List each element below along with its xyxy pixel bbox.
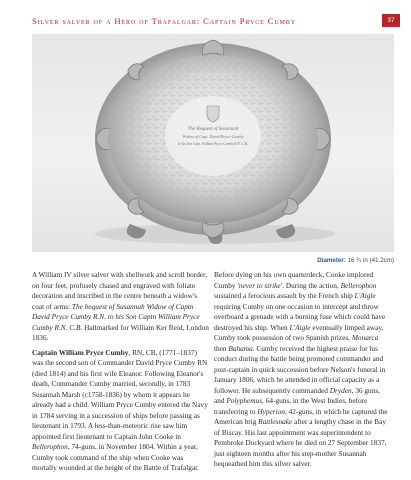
engraving-line-2: Widow of Capt. David Pryce Cumby	[182, 134, 244, 139]
inscription-text: The bequest of Susannah Widow of Captn David Pryce Cumby R.N. to his Son Captn William Pryce Cumby R.N. C.B.	[32, 301, 200, 332]
diameter-caption	[317, 257, 394, 264]
text-segment: Before dying on his own quarterdeck, Cooke implored Cumby	[214, 270, 374, 290]
page-number-badge: 37	[382, 14, 400, 27]
ship-name: Rattlesnake	[258, 417, 293, 426]
text-segment: . Cumby received the highest praise for his conduct during the battle being promoted commander and post-captain in quick succession before Nelson's funeral in January 1806, which he attended in official capacity as a follower. He subsequently commanded	[214, 343, 386, 395]
ship-name: Dryden	[329, 385, 352, 395]
left-text-column	[32, 270, 209, 478]
biography-paragraph	[32, 348, 209, 474]
text-segment: then	[214, 343, 229, 353]
ship-name: Polyphemus	[226, 396, 263, 405]
salver-description-paragraph	[32, 270, 209, 344]
biography-text-b: , 74-guns, in November 1804. Within a year, Cumby took command of the ship when Cooke was mortally wounded at the height of the Battle of Trafalgar.	[32, 442, 199, 472]
ship-name: Hyperion	[257, 406, 285, 416]
biography-text-a: , RN, CB, (1771–1837) was the second son of Commander David Pryce Cumby RN (died 1814) and his first wife Eleanor. Following Eleanor's death, Commander Cumby married, secondly, in 1783 Susannah Marsh (c1758-1836) by whom it appears he already had a child. William Pryce Cumby entered the Navy in 1784 serving in a succession of ships before passing as lieutenant in 1793. A less-than-meteoric rise saw him appointed first lieutenant to Captain John Cooke in	[32, 347, 208, 441]
caption-label: Diameter:	[317, 257, 346, 264]
text-segment: sustained a ferocious assault by the French ship	[214, 291, 355, 300]
engraving-line-3: to his Son Capt. William Pryce Cumby R.N. C.B.	[178, 142, 248, 146]
ship-name: Bellerophon	[340, 280, 377, 290]
quote-text: 'never to strike'	[237, 280, 283, 290]
salver-photograph	[32, 34, 394, 252]
text-segment: , 64-guns, in the West Indies, before transferring to	[214, 396, 368, 416]
text-segment: , 42-guns, in which he captured the American brig	[214, 406, 388, 426]
text-segment: , 36 guns, and	[214, 385, 380, 405]
text-segment: . During the action,	[282, 280, 341, 290]
ship-name: L'Aigle	[354, 291, 376, 300]
text-segment: eventually limped away, Cumby took possession of two Spanish prizes,	[214, 322, 384, 342]
ship-name: L'Aigle	[289, 322, 311, 332]
right-text-column	[214, 270, 391, 474]
hallmark-text: Hallmarked for William Ker Reid, London 1836.	[32, 322, 209, 342]
silver-salver-image	[32, 34, 394, 252]
text-segment: after a lengthy chase in the Bay of Biscay. His last appointment was superintendent to Pembroke Dockyard where he died on 27 September 1837, just eighteen months after his step-mother Susannah bequeathed him this silver salver.	[214, 417, 387, 468]
subject-name: Captain William Pryce Cumby	[32, 347, 129, 357]
caption-value: 16 ¼ in (41.2cm)	[347, 257, 394, 264]
text-segment: requiring Cumby on one occasion to intercept and throw overboard a grenade with a burning fuse which could have destroyed his ship. When	[214, 301, 386, 332]
engraving-line-1: The Bequest of Susannah	[187, 127, 239, 132]
page-header	[32, 16, 395, 30]
description-text: A William IV silver salver with shellwork and scroll border, on four feet, profusely chased and engraved with foliate decoration and inscribed in the centre beneath a widow's coat of arms:	[32, 270, 208, 311]
ship-name: Bahama	[228, 343, 253, 353]
ship-name: Monarca	[351, 333, 379, 342]
ship-name: Bellerophon	[32, 442, 68, 451]
trafalgar-paragraph	[214, 270, 391, 470]
page-title: Silver salver of a Hero of Trafalgar: Captain Pryce Cumby	[32, 16, 297, 26]
